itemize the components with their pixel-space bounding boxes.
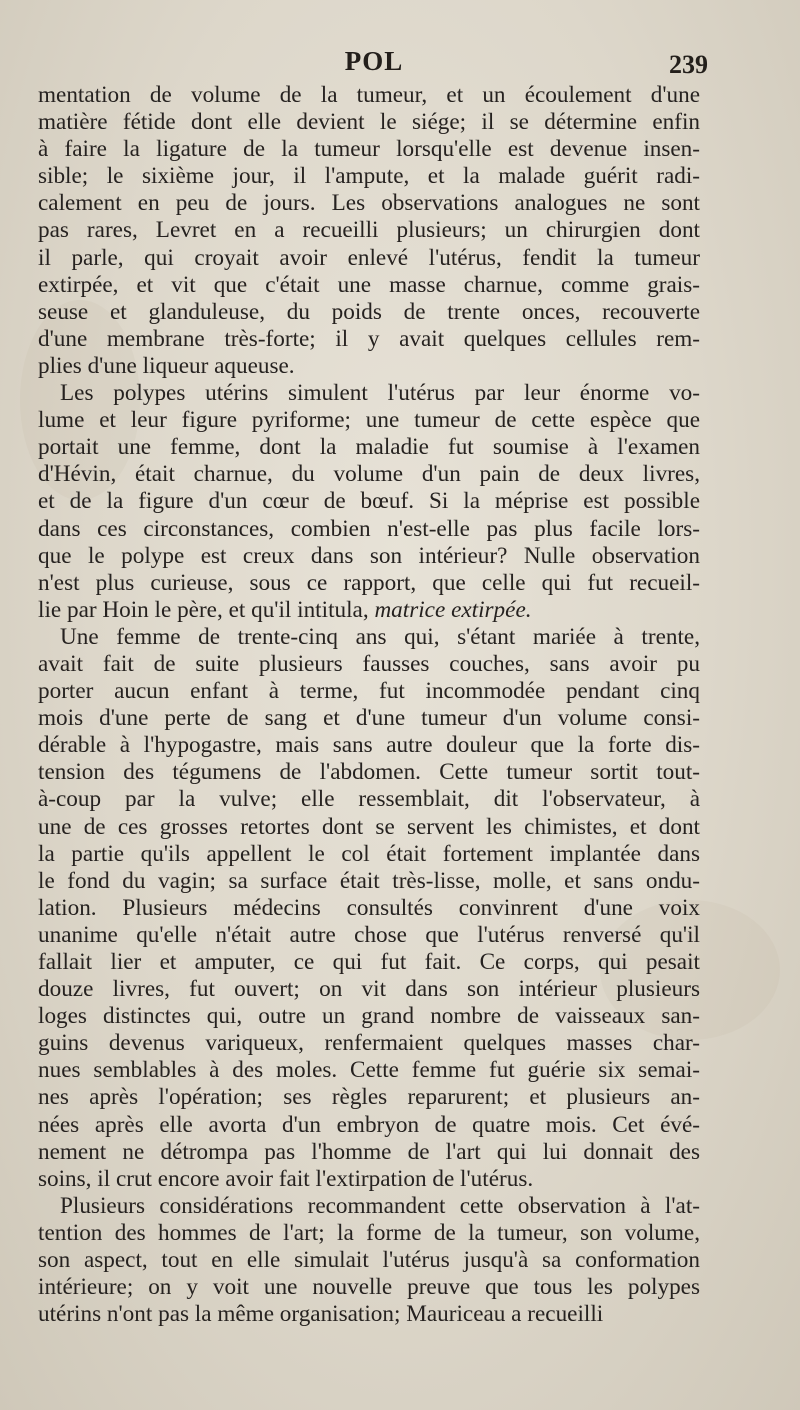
text-line: plies d'une liqueur aqueuse.: [38, 352, 295, 379]
text-line: [38, 597, 700, 624]
page-number: 239: [669, 50, 708, 79]
text-line: dérable à l'hypogastre, mais sans autre douleur que la forte dis-: [38, 732, 700, 759]
text-line: sible; le sixième jour, il l'ampute, et la malade guérit radi-: [38, 163, 700, 190]
paragraph: [38, 380, 700, 624]
text-line: nées après elle avorta d'un embryon de quatre mois. Cet évé-: [38, 1111, 700, 1138]
text-line: lation. Plusieurs médecins consultés convinrent d'une voix: [38, 894, 700, 921]
text-line: soins, il crut encore avoir fait l'extirpation de l'utérus.: [38, 1165, 534, 1192]
text-line: d'Hévin, était charnue, du volume d'un pain de deux livres,: [38, 461, 700, 488]
paragraph: [38, 1193, 700, 1328]
text-line: le fond du vagin; sa surface était très-lisse, molle, et sans ondu-: [38, 867, 700, 894]
text-line: unanime qu'elle n'était autre chose que l'utérus renversé qu'il: [38, 921, 700, 948]
text-line: une de ces grosses retortes dont se servent les chimistes, et dont: [38, 813, 700, 840]
text-line: lume et leur figure pyriforme; une tumeur de cette espèce que: [38, 407, 700, 434]
text-line: que le polype est creux dans son intérieur? Nulle observation: [38, 542, 700, 569]
text-line: intérieure; on y voit une nouvelle preuve que tous les polypes: [38, 1274, 700, 1301]
text-line: à faire la ligature de la tumeur lorsqu'elle est devenue insen-: [38, 136, 700, 163]
body-text: [38, 82, 700, 1328]
text-line: loges distinctes qui, outre un grand nombre de vaisseaux san-: [38, 1003, 700, 1030]
text-line: et de la figure d'un cœur de bœuf. Si la méprise est possible: [38, 488, 700, 515]
text-line: porter aucun enfant à terme, fut incommodée pendant cinq: [38, 678, 700, 705]
text-line: extirpée, et vit que c'était une masse charnue, comme grais-: [38, 271, 700, 298]
text-line: d'une membrane très-forte; il y avait quelques cellules rem-: [38, 325, 700, 352]
text-line: nement ne détrompa pas l'homme de l'art qui lui donnait des: [38, 1138, 700, 1165]
text-line: matière fétide dont elle devient le siége; il se détermine enfin: [38, 109, 700, 136]
paragraph: [38, 82, 700, 380]
text-line: utérins n'ont pas la même organisation; Mauriceau a recueilli: [38, 1301, 604, 1328]
text-line: portait une femme, dont la maladie fut soumise à l'examen: [38, 434, 700, 461]
italic-title: matrice extirpée.: [374, 596, 532, 623]
text-line: seuse et glanduleuse, du poids de trente onces, recouverte: [38, 298, 700, 325]
text-line: dans ces circonstances, combien n'est-elle pas plus facile lors-: [38, 515, 700, 542]
paragraph: [38, 624, 700, 1193]
text-line: fallait lier et amputer, ce qui fut fait. Ce corps, qui pesait: [38, 949, 700, 975]
text-line: n'est plus curieuse, sous ce rapport, que celle qui fut recueil-: [38, 569, 700, 596]
text-line: avait fait de suite plusieurs fausses couches, sans avoir pu: [38, 650, 700, 677]
text-line: calement en peu de jours. Les observations analogues ne sont: [38, 190, 700, 217]
text-line: douze livres, fut ouvert; on vit dans son intérieur plusieurs: [38, 976, 700, 1003]
text-line: son aspect, tout en elle simulait l'utérus jusqu'à sa conformation: [38, 1247, 700, 1274]
text-line: à-coup par la vulve; elle ressemblait, dit l'observateur, à: [38, 786, 700, 813]
text-line: tension des tégumens de l'abdomen. Cette tumeur sortit tout-: [38, 759, 700, 786]
text-line: il parle, qui croyait avoir enlevé l'utérus, fendit la tumeur: [38, 244, 700, 271]
text-line: nes après l'opération; ses règles reparurent; et plusieurs an-: [38, 1084, 700, 1111]
page-header: [40, 44, 708, 84]
text-line: la partie qu'ils appellent le col était fortement implantée dans: [38, 840, 700, 867]
text-line: mentation de volume de la tumeur, et un écoulement d'une: [38, 82, 700, 108]
text-line: guins devenus variqueux, renfermaient quelques masses char-: [38, 1030, 700, 1057]
text-line: mois d'une perte de sang et d'une tumeur d'un volume consi-: [38, 705, 700, 732]
text-line: Plusieurs considérations recommandent cette observation à l'at-: [60, 1192, 700, 1219]
text-line: nues semblables à des moles. Cette femme fut guérie six semai-: [38, 1057, 700, 1084]
text-line: pas rares, Levret en a recueilli plusieurs; un chirurgien dont: [38, 217, 700, 244]
running-head: POL: [344, 46, 404, 76]
text-line: Une femme de trente-cinq ans qui, s'étant mariée à trente,: [60, 623, 700, 650]
text-line: tention des hommes de l'art; la forme de la tumeur, son volume,: [38, 1219, 700, 1246]
text-line: Les polypes utérins simulent l'utérus par leur énorme vo-: [60, 380, 700, 407]
text-line-prefix: lie par Hoin le père, et qu'il intitula,: [38, 596, 375, 623]
